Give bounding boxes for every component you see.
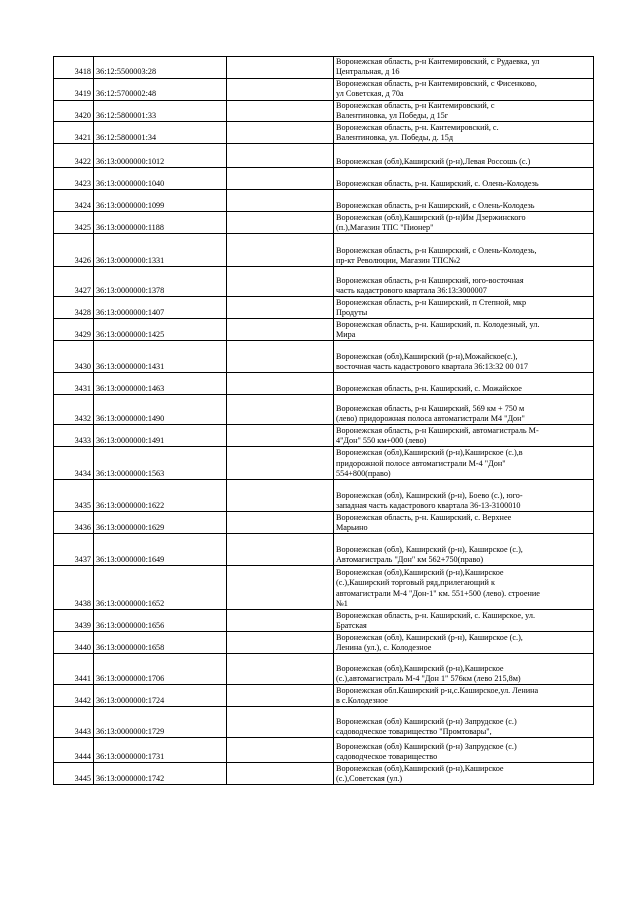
cadastral-number: 36:13:0000000:1490 xyxy=(94,395,227,425)
address: Воронежская область, р-н Каширский, автомагистраль М- 4"Дон" 550 км+000 (лево) xyxy=(334,425,594,447)
cadastral-number: 36:13:0000000:1378 xyxy=(94,267,227,297)
cadastral-number: 36:12:5500003:28 xyxy=(94,57,227,79)
empty-cell xyxy=(227,707,334,738)
table-row xyxy=(54,763,594,785)
table-row xyxy=(54,212,594,234)
table-row xyxy=(54,738,594,763)
table-row xyxy=(54,57,594,79)
empty-cell xyxy=(227,297,334,319)
row-number: 3441 xyxy=(54,654,94,685)
cadastral-number: 36:13:0000000:1563 xyxy=(94,447,227,480)
table-row xyxy=(54,534,594,566)
row-number: 3443 xyxy=(54,707,94,738)
cadastral-number: 36:12:5700002:48 xyxy=(94,78,227,100)
table-row xyxy=(54,297,594,319)
cadastral-number: 36:13:0000000:1731 xyxy=(94,738,227,763)
empty-cell xyxy=(227,654,334,685)
cadastral-number: 36:13:0000000:1706 xyxy=(94,654,227,685)
empty-cell xyxy=(227,168,334,190)
row-number: 3434 xyxy=(54,447,94,480)
table-row xyxy=(54,144,594,168)
address: Воронежская область, р-н Каширский, с Олень-Колодезь xyxy=(334,190,594,212)
table-row xyxy=(54,632,594,654)
cadastral-number: 36:13:0000000:1331 xyxy=(94,234,227,267)
empty-cell xyxy=(227,566,334,610)
address: Воронежская (обл),Каширский (р-н),Каширское (с.),Советская (ул.) xyxy=(334,763,594,785)
address: Воронежская область, р-н. Каширский, с. Верхнее Марьино xyxy=(334,512,594,534)
empty-cell xyxy=(227,190,334,212)
table-row xyxy=(54,685,594,707)
empty-cell xyxy=(227,480,334,512)
row-number: 3436 xyxy=(54,512,94,534)
address: Воронежская (обл) Каширский (р-н) Запрудское (с.) садоводческое товарищество "Промтовары", xyxy=(334,707,594,738)
address: Воронежская (обл), Каширский (р-н), Боево (с.), юго- западная часть кадастрового квартала 36-13-3100010 xyxy=(334,480,594,512)
empty-cell xyxy=(227,534,334,566)
empty-cell xyxy=(227,100,334,122)
empty-cell xyxy=(227,212,334,234)
address: Воронежская (обл) Каширский (р-н) Запрудское (с.) садоводческое товарищество xyxy=(334,738,594,763)
table-row xyxy=(54,341,594,373)
row-number: 3422 xyxy=(54,144,94,168)
table-row xyxy=(54,78,594,100)
empty-cell xyxy=(227,341,334,373)
address: Воронежская область, р-н. Каширский, п. Колодезный, ул. Мира xyxy=(334,319,594,341)
address: Воронежская область, р-н. Каширский, с. Можайское xyxy=(334,373,594,395)
cadastral-number: 36:12:5800001:33 xyxy=(94,100,227,122)
address: Воронежская (обл),Каширский (р-н),Каширское (с.),Каширский торговый ряд,прилегающий к автомагистрали М-4 "Дон-1" км. 551+500 (лево). строение №1 xyxy=(334,566,594,610)
table-row xyxy=(54,707,594,738)
cadastral-number: 36:13:0000000:1491 xyxy=(94,425,227,447)
address: Воронежская (обл), Каширский (р-н), Каширское (с.), Ленина (ул.), с. Колодезное xyxy=(334,632,594,654)
row-number: 3431 xyxy=(54,373,94,395)
empty-cell xyxy=(227,267,334,297)
address: Воронежская (обл),Каширский (р-н),Левая Россошь (с.) xyxy=(334,144,594,168)
address: Воронежская область, р-н Каширский, с Олень-Колодезь, пр-кт Революции, Магазин ТПС№2 xyxy=(334,234,594,267)
address: Воронежская область, р-н. Каширский, с. Олень-Колодезь xyxy=(334,168,594,190)
cadastral-number: 36:13:0000000:1649 xyxy=(94,534,227,566)
row-number: 3424 xyxy=(54,190,94,212)
address: Воронежская (обл),Каширский (р-н),Каширское (с.),в придорожной полосе автомагистрали М-4 "Дон" 554+800(право) xyxy=(334,447,594,480)
cadastral-number: 36:13:0000000:1729 xyxy=(94,707,227,738)
table-row xyxy=(54,319,594,341)
empty-cell xyxy=(227,57,334,79)
table-row xyxy=(54,425,594,447)
address: Воронежская (обл),Каширский (р-н),Каширское (с.),автомагистраль М-4 "Дон 1" 576км (лево 215,8м) xyxy=(334,654,594,685)
row-number: 3420 xyxy=(54,100,94,122)
cadastral-number: 36:13:0000000:1742 xyxy=(94,763,227,785)
cadastral-number: 36:13:0000000:1407 xyxy=(94,297,227,319)
row-number: 3421 xyxy=(54,122,94,144)
row-number: 3429 xyxy=(54,319,94,341)
table-row xyxy=(54,373,594,395)
address: Воронежская (обл),Каширский (р-н),Можайское(с.), восточная часть кадастрового квартала 36:13:32 00 017 xyxy=(334,341,594,373)
table-row xyxy=(54,190,594,212)
table-row xyxy=(54,566,594,610)
row-number: 3428 xyxy=(54,297,94,319)
table-row xyxy=(54,122,594,144)
table-row xyxy=(54,480,594,512)
table-row xyxy=(54,267,594,297)
row-number: 3423 xyxy=(54,168,94,190)
cadastral-number: 36:13:0000000:1652 xyxy=(94,566,227,610)
empty-cell xyxy=(227,512,334,534)
cadastral-number: 36:13:0000000:1040 xyxy=(94,168,227,190)
empty-cell xyxy=(227,632,334,654)
table-row xyxy=(54,610,594,632)
table-row xyxy=(54,654,594,685)
table-row xyxy=(54,512,594,534)
empty-cell xyxy=(227,78,334,100)
address: Воронежская обл.Каширский р-н,с.Каширское,ул. Ленина в с.Колодезное xyxy=(334,685,594,707)
row-number: 3426 xyxy=(54,234,94,267)
empty-cell xyxy=(227,319,334,341)
row-number: 3438 xyxy=(54,566,94,610)
cadastral-number: 36:13:0000000:1622 xyxy=(94,480,227,512)
table-row xyxy=(54,234,594,267)
empty-cell xyxy=(227,447,334,480)
cadastral-number: 36:13:0000000:1188 xyxy=(94,212,227,234)
row-number: 3430 xyxy=(54,341,94,373)
row-number: 3427 xyxy=(54,267,94,297)
cadastral-number: 36:13:0000000:1463 xyxy=(94,373,227,395)
row-number: 3442 xyxy=(54,685,94,707)
row-number: 3437 xyxy=(54,534,94,566)
empty-cell xyxy=(227,122,334,144)
registry-sheet xyxy=(53,56,593,785)
table-row xyxy=(54,395,594,425)
address: Воронежская область, р-н Каширский, 569 км + 750 м (лево) придорожная полоса автомагистрали М4 "Дон" xyxy=(334,395,594,425)
address: Воронежская область, р-н. Каширский, с. Каширское, ул. Братская xyxy=(334,610,594,632)
row-number: 3418 xyxy=(54,57,94,79)
row-number: 3435 xyxy=(54,480,94,512)
address: Воронежская область, р-н Каширский, юго-восточная часть кадастрового квартала 36:13:3000007 xyxy=(334,267,594,297)
empty-cell xyxy=(227,610,334,632)
cadastral-number: 36:13:0000000:1099 xyxy=(94,190,227,212)
cadastral-number: 36:13:0000000:1629 xyxy=(94,512,227,534)
table-row xyxy=(54,168,594,190)
cadastral-number: 36:13:0000000:1724 xyxy=(94,685,227,707)
empty-cell xyxy=(227,738,334,763)
cadastral-number: 36:12:5800001:34 xyxy=(94,122,227,144)
empty-cell xyxy=(227,234,334,267)
cadastral-number: 36:13:0000000:1012 xyxy=(94,144,227,168)
empty-cell xyxy=(227,685,334,707)
address: Воронежская область, р-н Кантемировский, с Валентиновка, ул Победы, д 15г xyxy=(334,100,594,122)
table-row xyxy=(54,100,594,122)
table-row xyxy=(54,447,594,480)
empty-cell xyxy=(227,373,334,395)
empty-cell xyxy=(227,395,334,425)
address: Воронежская область, р-н. Кантемировский, с. Валентиновка, ул. Победы, д. 15д xyxy=(334,122,594,144)
row-number: 3433 xyxy=(54,425,94,447)
row-number: 3445 xyxy=(54,763,94,785)
registry-table xyxy=(53,56,594,785)
address: Воронежская область, р-н Каширский, п Степной, мкр Продуты xyxy=(334,297,594,319)
empty-cell xyxy=(227,144,334,168)
row-number: 3439 xyxy=(54,610,94,632)
address: Воронежская область, р-н Кантемировский, с Фисенково, ул Советская, д 70а xyxy=(334,78,594,100)
address: Воронежская область, р-н Кантемировский, с Рудаевка, ул Центральная, д 16 xyxy=(334,57,594,79)
empty-cell xyxy=(227,763,334,785)
cadastral-number: 36:13:0000000:1425 xyxy=(94,319,227,341)
registry-table-body xyxy=(54,57,594,785)
empty-cell xyxy=(227,425,334,447)
address: Воронежская (обл), Каширский (р-н), Каширское (с.), Автомагистраль "Дон" км 562+750(право) xyxy=(334,534,594,566)
row-number: 3444 xyxy=(54,738,94,763)
cadastral-number: 36:13:0000000:1656 xyxy=(94,610,227,632)
row-number: 3432 xyxy=(54,395,94,425)
cadastral-number: 36:13:0000000:1658 xyxy=(94,632,227,654)
row-number: 3440 xyxy=(54,632,94,654)
row-number: 3425 xyxy=(54,212,94,234)
row-number: 3419 xyxy=(54,78,94,100)
cadastral-number: 36:13:0000000:1431 xyxy=(94,341,227,373)
address: Воронежская (обл),Каширский (р-н)Им Дзержинского (п.),Магазин ТПС "Пионер" xyxy=(334,212,594,234)
